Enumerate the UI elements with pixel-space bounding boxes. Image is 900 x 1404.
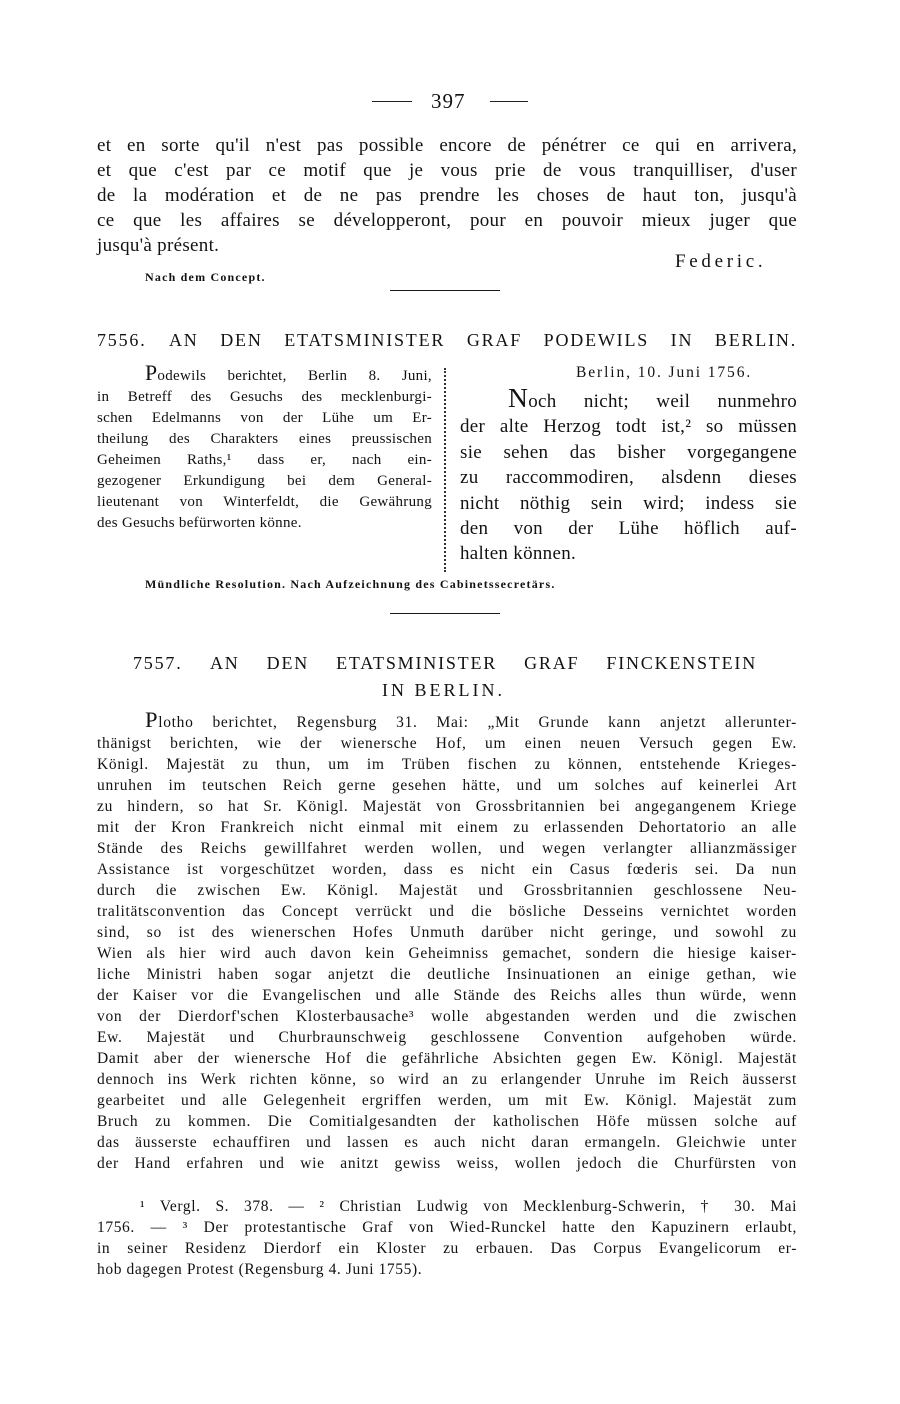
summary-line: des Gesuchs befürworten könne. — [97, 515, 302, 531]
summary-line: theilung des Charakters eines preussischen — [97, 431, 432, 447]
document-title: AN DEN ETATSMINISTER GRAF PODEWILS IN BERLIN. — [169, 330, 797, 350]
text-line: et que c'est par ce motif que je vous prie de vous tranquilliser, d'user — [97, 160, 797, 181]
document-number: 7557. — [133, 653, 183, 673]
reply-line: halten können. — [460, 543, 577, 565]
body-line: von der Dierdorf'schen Klosterbausache³ wolle abgestanden werden und die zwischen — [97, 1008, 797, 1025]
page-number: 397 — [431, 89, 466, 113]
continuation-paragraph — [97, 133, 797, 258]
footnote-line: 1756. — ³ Der protestantische Graf von Wied-Runckel hatte den Kapuzinern erlaubt, — [97, 1219, 797, 1236]
reply-dateline: Berlin, 10. Juni 1756. — [576, 364, 753, 381]
body-line: sind, so ist des wienerschen Hofes Unmuth darüber nicht geringe, und sowohl zu — [97, 924, 797, 941]
column-divider — [444, 368, 446, 572]
source-note: Mündliche Resolution. Nach Aufzeichnung des Cabinetssecretärs. — [145, 577, 556, 591]
report-body — [97, 707, 797, 1174]
text-line: de la modération et de ne pas prendre les choses de haut ton, jusqu'à — [97, 185, 797, 206]
footnotes — [97, 1196, 797, 1280]
footnote-line: hob dagegen Protest (Regensburg 4. Juni 1755). — [97, 1261, 423, 1278]
page-number-dash — [372, 101, 412, 102]
body-line: thänigst berichten, wie der wienersche Hof, um einen neuen Versuch gegen Ew. — [97, 735, 797, 752]
reply-text — [460, 382, 797, 567]
body-line: tralitätsconvention das Concept verrückt und die bösliche Desseins vernichtet worden — [97, 903, 797, 920]
text-line: et en sorte qu'il n'est pas possible encore de pénétrer ce qui en arrivera, — [97, 135, 797, 156]
body-line: Stände des Reichs gewillfahret werden wollen, und wegen verlangter allianzmässiger — [97, 840, 797, 857]
body-line: Wien als hier wird auch davon kein Geheimniss gemachet, sondern die hiesige kaiser- — [97, 945, 797, 962]
body-line: der Kaiser vor die Evangelischen und alle Stände des Reichs alles thun würde, wenn — [97, 987, 797, 1004]
body-line: gearbeitet und alle Gelegenheit ergriffen werden, um mit Ew. Königl. Majestät zum — [97, 1092, 797, 1109]
body-line: unruhen im teutschen Reich gerne gesehen hätte, und um solches auf keinerlei Art — [97, 777, 797, 794]
page-number-dash — [490, 101, 528, 102]
document-number: 7556. — [97, 330, 147, 350]
body-line: dennoch ins Werk richten könne, so wird an zu erlangender Unruhe im Reich äusserst — [97, 1071, 797, 1088]
reply-line: Noch nicht; weil nunmehro — [508, 382, 797, 413]
document-heading — [97, 328, 797, 352]
footnote-line: ¹ Vergl. S. 378. — ² Christian Ludwig von Mecklenburg-Schwerin, † 30. Mai — [140, 1198, 797, 1215]
section-divider — [390, 613, 500, 614]
body-line: Königl. Majestät zu thun, um im Trüben fischen zu können, entstehende Krieges- — [97, 756, 797, 773]
summary-line: gezogener Erkundigung bei dem General- — [97, 473, 432, 489]
reply-line: nicht nöthig sein wird; indess sie — [460, 492, 797, 514]
text-line: ce que les affaires se développeront, pour en pouvoir mieux juger que — [97, 210, 797, 231]
text-line: jusqu'à présent. — [97, 235, 220, 256]
body-line: durch die zwischen Ew. Königl. Majestät und Grossbritannien geschlossene Neu- — [97, 882, 797, 899]
body-line: zu hindern, so hat Sr. Königl. Majestät von Grossbritannien bei angegangenem Kriege — [97, 798, 797, 815]
document-title-continued: IN BERLIN. — [382, 680, 505, 700]
reply-line: den von der Lühe höflich auf- — [460, 518, 797, 540]
summary-line: schen Edelmanns von der Lühe um Er- — [97, 410, 432, 426]
summary-line: lieutenant von Winterfeldt, die Gewährung — [97, 494, 432, 510]
source-note: Nach dem Concept. — [145, 270, 266, 284]
body-line: liche Ministri haben sogar anjetzt die deutliche Insinuationen an einige gethan, wie — [97, 966, 797, 983]
report-summary — [97, 361, 432, 534]
summary-line: in Betreff des Gesuchs des mecklenburgi- — [97, 389, 432, 405]
body-line: der Hand erfahren und wie anitzt gewiss weiss, wollen jedoch die Churfürsten von — [97, 1155, 797, 1172]
body-line: Damit aber der wienersche Hof die gefährliche Absichten gegen Ew. Königl. Majestät — [97, 1050, 797, 1067]
section-divider — [390, 290, 500, 291]
reply-line: sie sehen das bisher vorgegangene — [460, 441, 797, 463]
reply-line: zu raccommodiren, alsdenn dieses — [460, 467, 797, 489]
body-line: Bruch zu kommen. Die Comitialgesandten der katholischen Höfe müssen solche auf — [97, 1113, 797, 1130]
body-line: Assistance ist vorgeschützet worden, dass es nicht ein Casus fœderis sei. Da nun — [97, 861, 797, 878]
footnote-line: in seiner Residenz Dierdorf ein Kloster zu erbauen. Das Corpus Evangelicorum er- — [97, 1240, 797, 1257]
body-line: Ew. Majestät und Churbraunschweig geschlossene Convention aufgehoben würde. — [97, 1029, 797, 1046]
summary-line: Geheimen Raths,¹ dass er, nach ein- — [97, 452, 432, 468]
body-line: das äusserste echauffiren und lassen es auch nicht daran ermangeln. Gleichwie unter — [97, 1134, 797, 1151]
body-line: mit der Kron Frankreich nicht einmal mit einem zu erlassenden Dehortatorio an alle — [97, 819, 797, 836]
reply-line: der alte Herzog todt ist,² so müssen — [460, 416, 797, 438]
signature: Federic. — [675, 251, 767, 272]
summary-line: Podewils berichtet, Berlin 8. Juni, — [145, 361, 432, 385]
document-title: AN DEN ETATSMINISTER GRAF FINCKENSTEIN — [210, 653, 757, 673]
body-line: Plotho berichtet, Regensburg 31. Mai: „Mit Grunde kann anjetzt allerunter- — [145, 707, 797, 732]
